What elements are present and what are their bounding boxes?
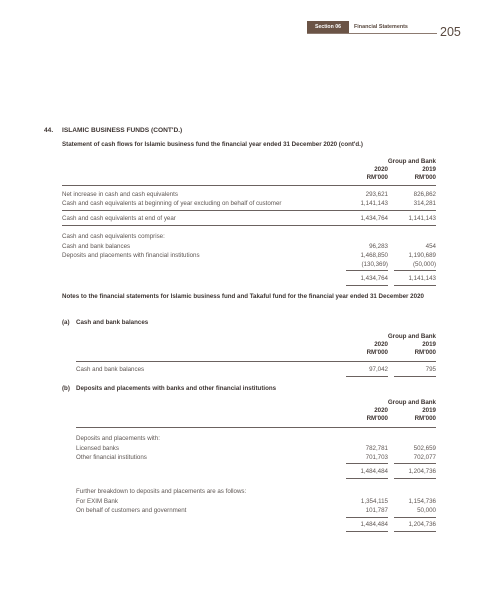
subtotal-rule: [346, 270, 388, 271]
col-2020-year: 2020: [374, 341, 388, 348]
value-2020: 96,283: [369, 243, 388, 250]
value-2020: (130,369): [361, 261, 388, 268]
col-2019-unit: RM'000: [414, 415, 436, 422]
cashflow-title: Statement of cash flows for Islamic business fund the financial year ended 31 December 2020 (cont'd.): [62, 141, 363, 148]
total-2020: 1,484,484: [360, 521, 388, 528]
header-title: Financial Statements: [354, 24, 408, 30]
value-2020: 701,703: [365, 454, 388, 461]
subtotal-rule: [394, 517, 436, 518]
total-rule: [394, 478, 436, 479]
value-2019: 1,154,736: [408, 498, 436, 505]
row-label: Cash and cash equivalents comprise:: [62, 233, 165, 240]
value-2019: 502,659: [413, 445, 436, 452]
subtotal-rule: [346, 517, 388, 518]
table-rule: [76, 361, 436, 362]
total-rule: [394, 285, 436, 286]
total-rule: [346, 531, 388, 532]
value-2019: (50,000): [412, 261, 436, 268]
value-2020: 782,781: [365, 445, 388, 452]
total-2019: 1,204,736: [408, 521, 436, 528]
value-2020: 1,434,764: [360, 215, 388, 222]
value-2019: 1,141,143: [408, 215, 436, 222]
row-label: Net increase in cash and cash equivalents: [62, 191, 178, 198]
col-2020-unit: RM'000: [366, 415, 388, 422]
value-2020: 97,042: [369, 366, 388, 373]
group-and-bank-label: Group and Bank: [387, 399, 436, 406]
row-label: On behalf of customers and government: [76, 507, 187, 514]
page-number: 205: [440, 25, 461, 39]
total-2019: 1,141,143: [408, 275, 436, 282]
row-label: Further breakdown to deposits and placements are as follows:: [76, 488, 247, 495]
total-rule: [346, 285, 388, 286]
row-label: Cash and cash equivalents at beginning of year excluding on behalf of customer: [62, 200, 282, 207]
value-2020: 101,787: [365, 507, 388, 514]
part-b-letter: (b): [62, 385, 70, 392]
value-2019: 826,862: [413, 191, 436, 198]
table-rule: [62, 185, 436, 186]
col-2019-unit: RM'000: [414, 349, 436, 356]
total-2020: 1,434,764: [360, 275, 388, 282]
row-label: For EXIM Bank: [76, 498, 118, 505]
table-rule: [76, 427, 436, 428]
note-title: ISLAMIC BUSINESS FUNDS (CONT'D.): [62, 127, 183, 134]
group-and-bank-label: Group and Bank: [387, 158, 436, 165]
value-2020: 1,468,850: [360, 252, 388, 259]
subtotal-rule: [346, 463, 388, 464]
value-2019: 50,000: [417, 507, 436, 514]
value-2020: 1,354,115: [360, 498, 388, 505]
part-a-title: Cash and bank balances: [76, 319, 149, 326]
notes-heading: Notes to the financial statements for Islamic business fund and Takaful fund for the financial year ended 31 December 2020: [62, 293, 424, 300]
table-rule: [62, 210, 436, 211]
row-label: Cash and bank balances: [62, 243, 131, 250]
value-2020: 1,141,143: [360, 200, 388, 207]
col-2019-year: 2019: [422, 407, 436, 414]
subtotal-rule: [394, 463, 436, 464]
row-label: Licensed banks: [76, 445, 119, 452]
total-rule: [346, 376, 388, 377]
total-rule: [346, 478, 388, 479]
header-rule: [307, 33, 437, 34]
value-2019: 314,281: [413, 200, 436, 207]
value-2020: 293,621: [365, 191, 388, 198]
total-2019: 1,204,736: [408, 468, 436, 475]
group-and-bank-label: Group and Bank: [387, 333, 436, 340]
value-2019: 795: [425, 366, 436, 373]
col-2020-unit: RM'000: [366, 174, 388, 181]
row-label: Cash and bank balances: [76, 366, 145, 373]
col-2020-year: 2020: [374, 166, 388, 173]
row-label: Cash and cash equivalents at end of year: [62, 215, 176, 222]
row-label: Deposits and placements with:: [76, 435, 160, 442]
value-2019: 1,190,689: [408, 252, 436, 259]
subtotal-rule: [394, 270, 436, 271]
col-2019-year: 2019: [422, 166, 436, 173]
table-rule: [62, 225, 436, 226]
col-2019-year: 2019: [422, 341, 436, 348]
section-tag: Section 06: [307, 21, 349, 33]
part-b-title: Deposits and placements with banks and other financial institutions: [76, 385, 277, 392]
total-2020: 1,484,484: [360, 468, 388, 475]
col-2019-unit: RM'000: [414, 174, 436, 181]
total-rule: [394, 376, 436, 377]
row-label: Deposits and placements with financial institutions: [62, 252, 200, 259]
value-2019: 454: [425, 243, 436, 250]
note-number: 44.: [44, 127, 54, 134]
col-2020-unit: RM'000: [366, 349, 388, 356]
total-rule: [394, 531, 436, 532]
part-a-letter: (a): [62, 319, 70, 326]
col-2020-year: 2020: [374, 407, 388, 414]
value-2019: 702,077: [413, 454, 436, 461]
row-label: Other financial institutions: [76, 454, 147, 461]
